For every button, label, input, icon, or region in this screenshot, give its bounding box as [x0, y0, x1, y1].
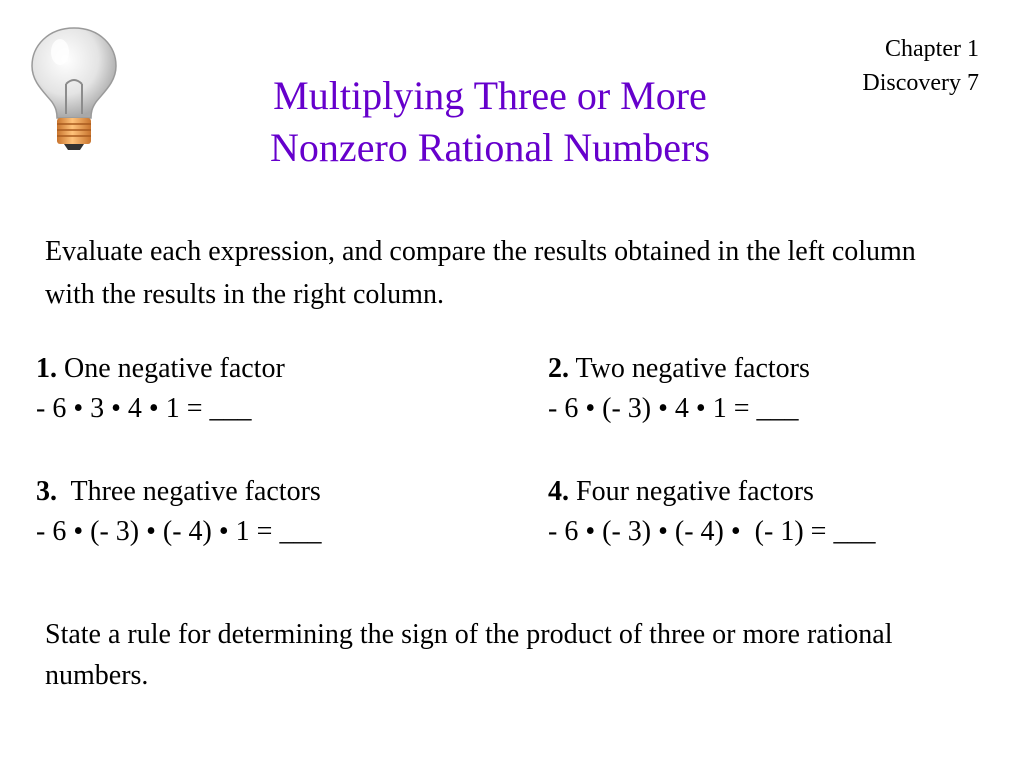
lightbulb-icon [26, 24, 122, 152]
page-title [180, 70, 800, 174]
problem-4 [548, 472, 875, 552]
discovery-label: Discovery 7 [862, 70, 979, 96]
intro-text: Evaluate each expression, and compare the results obtained in the left column with the results in the right column. [45, 236, 916, 310]
problem-label: One negative factor [57, 353, 285, 384]
problem-number: 3. [36, 476, 57, 507]
problem-2 [548, 349, 810, 429]
chapter-reference [862, 32, 979, 100]
problem-expression: - 6 • 3 • 4 • 1 = ___ [36, 393, 252, 424]
problem-label: Two negative factors [569, 353, 810, 384]
problem-heading [548, 349, 810, 389]
problem-label: Four negative factors [569, 476, 814, 507]
problem-heading [548, 472, 875, 512]
problem-number: 1. [36, 353, 57, 384]
problem-expression: - 6 • (- 3) • 4 • 1 = ___ [548, 393, 799, 424]
problem-heading [36, 349, 285, 389]
problem-3 [36, 472, 321, 552]
problem-expression: - 6 • (- 3) • (- 4) • (- 1) = ___ [548, 516, 876, 547]
problem-1 [36, 349, 285, 429]
closing-prompt: State a rule for determining the sign of the product of three or more rational numbers. [45, 619, 893, 691]
problem-heading [36, 472, 321, 512]
title-line-2: Nonzero Rational Numbers [270, 125, 710, 170]
problem-label: Three negative factors [57, 476, 321, 507]
problem-number: 4. [548, 476, 569, 507]
problem-expression: - 6 • (- 3) • (- 4) • 1 = ___ [36, 516, 322, 547]
title-line-1: Multiplying Three or More [273, 73, 707, 118]
chapter-label: Chapter 1 [885, 36, 979, 62]
problem-number: 2. [548, 353, 569, 384]
